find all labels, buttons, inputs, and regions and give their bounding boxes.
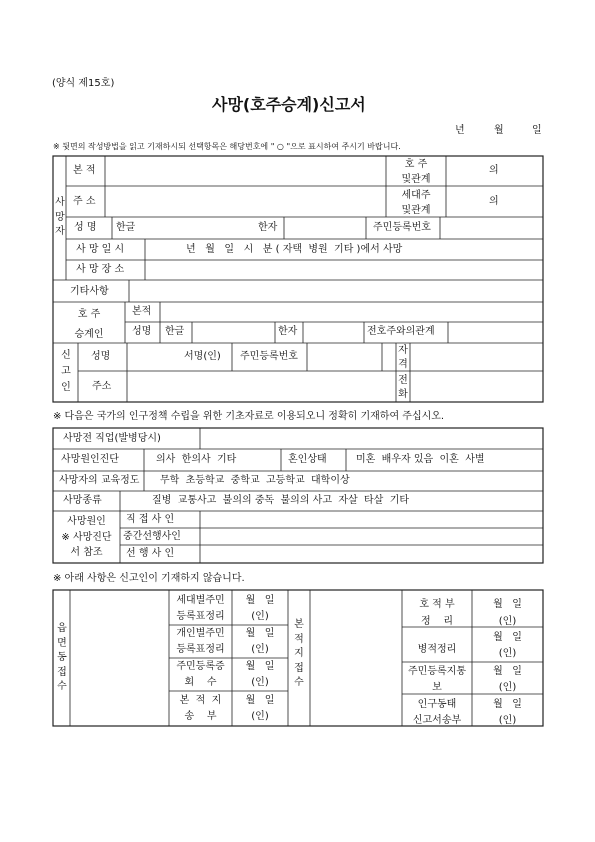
office-right-item-4: 인구동태 신고서송부 [412,699,462,726]
office-left-item-4-date[interactable]: 월 일 (인) [245,695,275,722]
reporter-phone-label: 전 화 [398,375,408,400]
death-datetime-label: 사 망 일 시 [76,244,125,255]
cause-preceding-field[interactable] [201,546,542,562]
other-matters-field[interactable] [130,281,542,301]
office-right-item-3-date[interactable]: 월 일 (인) [493,666,522,693]
successor-name-label: 성명 [132,326,152,337]
deceased-name-label: 성 명 [74,222,97,233]
town-receipt-label: 읍 면 동 접 수 [57,623,67,692]
household-relation-label: 세대주 및관계 [401,190,431,216]
office-right-item-2: 병적정리 [417,644,457,655]
reporter-signature[interactable]: 서명(인) [184,351,221,362]
cause-section-label: 사망원인 ※ 사망진단 서 참조 [61,516,112,558]
reporter-qualification-field[interactable] [411,344,542,370]
office-left-item-2: 개인별주민 등록표정리 [176,628,225,655]
successor-hangul-field[interactable] [193,323,274,342]
successor-honjeok-label: 본적 [132,306,152,317]
marital-label: 혼인상태 [288,454,327,465]
deceased-address-field[interactable] [106,187,385,216]
deceased-name-hangul-label: 한글 [116,222,136,233]
office-left-item-4: 본 적 지 송 부 [179,695,222,722]
deceased-name-hanja-label: 한자 [258,222,278,233]
deceased-section-label: 사 망 자 [55,197,65,237]
deceased-resident-no-field[interactable] [441,218,542,238]
death-type-label: 사망종류 [63,495,102,506]
cause-direct-field[interactable] [201,512,542,527]
death-datetime-value[interactable]: 년 월 일 시 분 ( 자택 병원 기타 )에서 사망 [186,244,403,255]
reporter-resident-no-label: 주민등록번호 [240,351,298,362]
honjeok-receipt-field[interactable] [311,591,401,725]
office-left-item-1-date[interactable]: 월 일 (인) [245,595,275,622]
successor-honjeok-field[interactable] [161,303,542,321]
office-left-item-1: 세대별주민 등록표정리 [176,595,225,622]
occupation-field[interactable] [201,429,542,448]
death-type-options[interactable]: 질병 교통사고 불의의 중독 불의의 사고 자살 타살 기타 [152,495,410,506]
occupation-label: 사망전 직업(발병당시) [63,433,161,444]
other-matters-label: 기타사항 [70,286,109,297]
date-month-label: 월 [494,125,504,136]
office-right-item-4-date[interactable]: 월 일 (인) [493,699,522,726]
reporter-address-label: 주소 [92,381,112,392]
form-title: 사망(호주승계)신고서 [212,95,366,114]
household-relation-ui[interactable]: 의 [489,196,499,207]
office-right-item-2-date[interactable]: 월 일 (인) [493,632,522,659]
reporter-resident-no-field[interactable] [308,344,381,370]
reporter-name-label: 성명 [91,351,111,362]
deceased-honjeok-field[interactable] [106,157,385,185]
cause-direct-label: 직 접 사 인 [126,514,175,525]
death-place-label: 사 망 장 소 [76,264,125,275]
instruction-note: ※ 뒷면의 작성방법을 읽고 기재하시되 선택항목은 해당번호에 " ○ "으로 표시하여 주시기 바랍니다. [53,142,401,151]
diagnosis-options[interactable]: 의사 한의사 기타 [156,454,237,465]
deceased-name-hanja-field[interactable] [285,218,365,238]
office-right-item-1: 호 적 부 정 리 [419,599,455,627]
office-left-item-3-date[interactable]: 월 일 (인) [245,661,275,688]
office-right-item-1-date[interactable]: 월 일 (인) [493,599,522,627]
form-number: (양식 제15호) [52,78,115,89]
hoju-relation-ui[interactable]: 의 [489,165,499,176]
education-options[interactable]: 무학 초등학교 중학교 고등학교 대학이상 [160,475,350,486]
town-receipt-field[interactable] [71,591,168,725]
office-left-item-2-date[interactable]: 월 일 (인) [245,628,275,655]
successor-hanja-label: 한자 [278,326,298,337]
marital-options[interactable]: 미혼 배우자 있음 이혼 사별 [356,454,485,465]
cause-intermediate-field[interactable] [201,529,542,544]
deceased-honjeok-label: 본 적 [73,165,96,176]
office-notice: ※ 아래 사항은 신고인이 기재하지 않습니다. [53,573,245,584]
deceased-resident-no-label: 주민등록번호 [373,222,431,233]
office-right-item-3: 주민등록지통 보 [408,666,466,693]
reporter-section-label: 신 고 인 [61,350,71,393]
reporter-phone-field[interactable] [411,372,542,401]
reporter-address-field[interactable] [128,372,395,401]
successor-relation-field[interactable] [449,323,542,342]
successor-hangul-label: 한글 [165,326,185,337]
office-left-item-3: 주민등록증 회 수 [176,661,225,688]
cause-intermediate-label: 중간선행사인 [123,531,181,542]
death-place-field[interactable] [146,261,542,279]
date-day-label: 일 [532,125,542,136]
cause-preceding-label: 선 행 사 인 [126,548,175,559]
successor-relation-label: 전호주와의관계 [367,326,435,337]
successor-hanja-field[interactable] [304,323,363,342]
education-label: 사망자의 교육정도 [59,475,140,486]
reporter-qualification-label: 자 격 [398,345,408,370]
diagnosis-label: 사망원인진단 [61,454,119,465]
successor-section-label: 호 주 승계인 [74,309,104,340]
deceased-address-label: 주 소 [73,196,96,207]
date-year-label: 년 [455,125,465,136]
honjeok-receipt-label: 본 적 지 접 수 [294,619,304,688]
stats-notice: ※ 다음은 국가의 인구정책 수립을 위한 기초자료로 이용되오니 정확히 기재하여 주십시오. [53,411,445,422]
hoju-relation-label: 호 주 및관계 [401,159,431,185]
